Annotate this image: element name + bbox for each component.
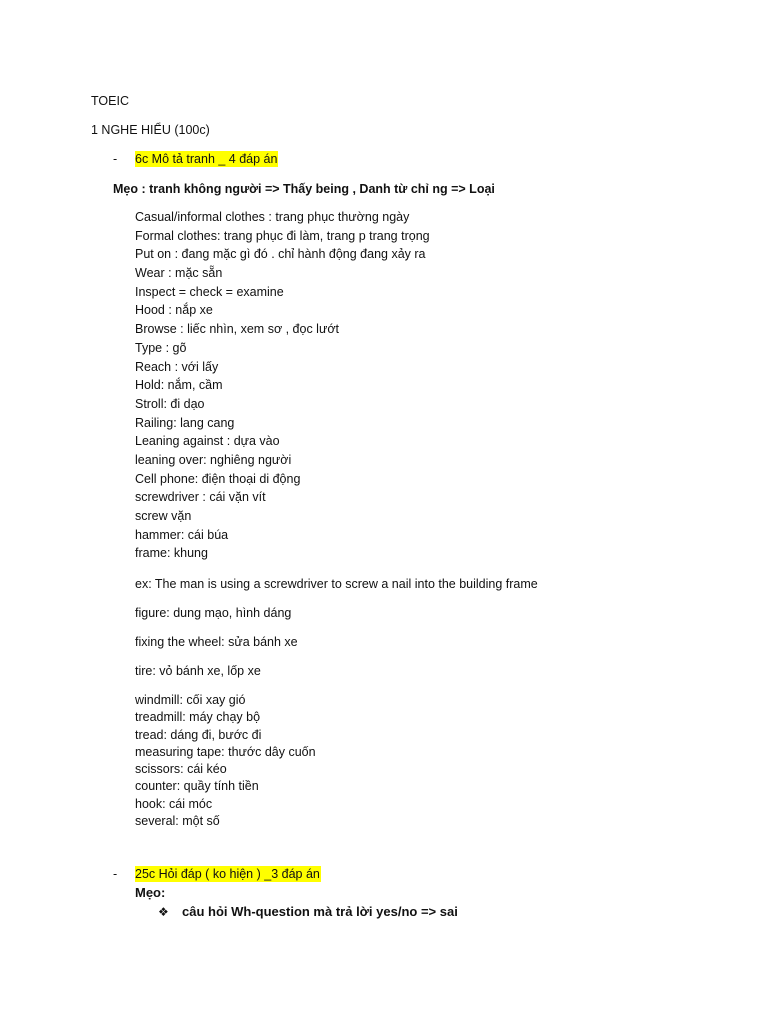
vocab-item: tread: dáng đi, bước đi (135, 727, 262, 742)
vocab-tire: tire: vỏ bánh xe, lốp xe (135, 664, 261, 678)
vocab-item: measuring tape: thước dây cuốn (135, 744, 316, 759)
vocab-item: windmill: cối xay gió (135, 693, 246, 707)
vocab-item: Stroll: đi dạo (135, 396, 205, 411)
part2-tip-label: Mẹo: (135, 885, 166, 900)
part2-tip-item (158, 903, 458, 921)
vocab-item: hook: cái móc (135, 796, 213, 811)
part2-heading: 25c Hỏi đáp ( ko hiện ) _3 đáp án (135, 867, 320, 881)
dash-bullet: - (113, 152, 118, 166)
vocab-item: Leaning against : dựa vào (135, 434, 280, 449)
part1-heading: 6c Mô tả tranh _ 4 đáp án (135, 152, 278, 166)
vocab-item: Hold: nắm, cầm (135, 378, 223, 393)
vocab-item: Type : gõ (135, 340, 187, 355)
example-sentence: ex: The man is using a screwdriver to screw a nail into the building frame (135, 577, 538, 591)
vocab-item: Inspect = check = examine (135, 284, 284, 299)
vocab-item: hammer: cái búa (135, 527, 229, 542)
vocab-item: frame: khung (135, 546, 208, 561)
section-heading-listening: 1 NGHE HIỂU (100c) (91, 123, 210, 137)
vocab-item: leaning over: nghiêng người (135, 452, 292, 467)
part1-tip: Mẹo : tranh không người => Thấy being , Danh từ chỉ ng => Loại (113, 182, 495, 196)
vocab-item: counter: quầy tính tiền (135, 779, 259, 794)
vocab-item: Put on : đang mặc gì đó . chỉ hành động đang xảy ra (135, 247, 426, 262)
vocab-item: scissors: cái kéo (135, 762, 227, 777)
vocab-list-2 (135, 692, 316, 830)
vocab-item: Railing: lang cang (135, 415, 235, 430)
dash-bullet: - (113, 867, 118, 881)
vocab-item: several: một số (135, 814, 220, 829)
part2-heading-item (113, 866, 321, 882)
vocab-list (135, 208, 430, 563)
vocab-item: Casual/informal clothes : trang phục thường ngày (135, 210, 410, 224)
vocab-figure: figure: dung mạo, hình dáng (135, 606, 292, 620)
vocab-item: screwdriver : cái vặn vít (135, 490, 266, 505)
vocab-item: screw vặn (135, 509, 192, 523)
vocab-fixing-wheel: fixing the wheel: sửa bánh xe (135, 635, 298, 649)
vocab-item: treadmill: máy chạy bộ (135, 710, 261, 725)
vocab-item: Cell phone: điện thoại di động (135, 471, 301, 486)
vocab-item: Formal clothes: trang phục đi làm, trang p trang trọng (135, 228, 430, 243)
document-title: TOEIC (91, 94, 129, 108)
vocab-item: Wear : mặc sẵn (135, 266, 223, 281)
part2-tip-text: câu hỏi Wh-question mà trả lời yes/no => sai (182, 904, 458, 919)
part1-heading-item (113, 151, 278, 167)
diamond-bullet-icon: ❖ (158, 905, 169, 919)
vocab-item: Reach : với lấy (135, 359, 219, 374)
vocab-item: Hood : nắp xe (135, 303, 213, 318)
vocab-item: Browse : liếc nhìn, xem sơ , đọc lướt (135, 322, 339, 337)
